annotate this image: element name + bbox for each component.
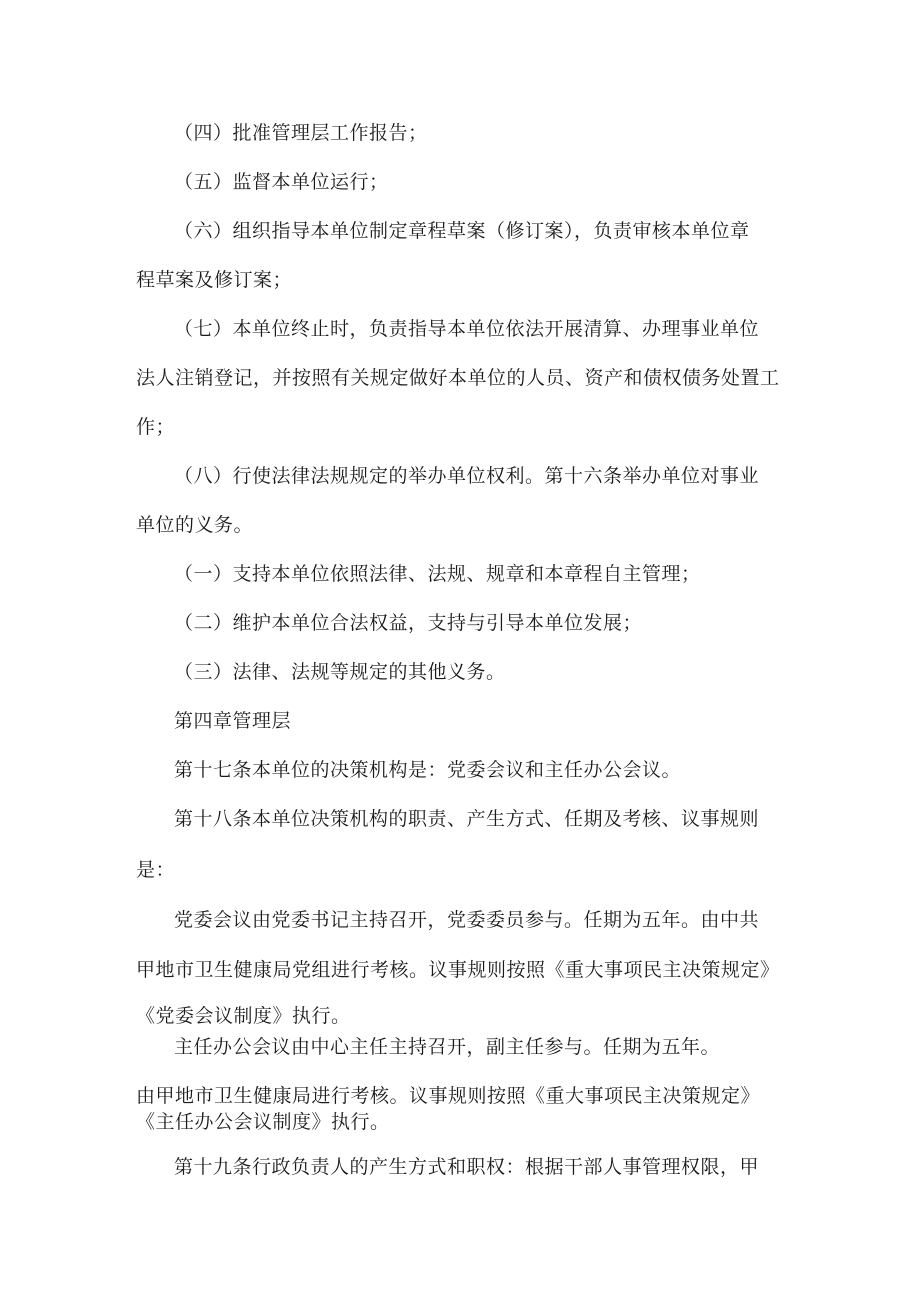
text-line: （三）法律、法规等规定的其他义务。 [174,661,506,683]
text-line: 程草案及修订案； [136,269,293,291]
text-line: 甲地市卫生健康局党组进行考核。议事规则按照《重大事项民主决策规定》 [136,959,780,981]
text-line: 作； [136,416,176,438]
text-line: 单位的义务。 [136,514,254,536]
chapter-heading: 第四章管理层 [174,710,292,732]
text-line: （二）维护本单位合法权益，支持与引导本单位发展； [174,612,643,634]
text-line: （五）监督本单位运行； [174,171,389,193]
text-line: 第十七条本单位的决策机构是：党委会议和主任办公会议。 [174,759,682,781]
text-line: （七）本单位终止时，负责指导本单位依法开展清算、办理事业单位 [174,318,760,340]
text-line: 主任办公会议由中心主任主持召开，副主任参与。任期为五年。 [174,1036,721,1058]
text-line: 由甲地市卫生健康局进行考核。议事规则按照《重大事项民主决策规定》 [136,1085,761,1107]
text-line: （八）行使法律法规规定的举办单位权利。第十六条举办单位对事业 [174,465,760,487]
text-line: 党委会议由党委书记主持召开，党委委员参与。任期为五年。由中共 [174,909,760,931]
text-line: 《党委会议制度》执行。 [136,1005,351,1027]
text-line: （四）批准管理层工作报告； [174,122,428,144]
text-line: 《主任办公会议制度》执行。 [136,1111,390,1133]
text-line: （六）组织指导本单位制定章程草案（修订案），负责审核本单位章 [174,220,750,242]
text-line: （一）支持本单位依照法律、法规、规章和本章程自主管理； [174,563,701,585]
text-line: 第十九条行政负责人的产生方式和职权：根据干部人事管理权限，甲 [174,1156,760,1178]
text-line: 法人注销登记，并按照有关规定做好本单位的人员、资产和债权债务处置工 [136,367,780,389]
text-line: 第十八条本单位决策机构的职责、产生方式、任期及考核、议事规则 [174,808,760,830]
text-line: 是： [136,859,176,881]
